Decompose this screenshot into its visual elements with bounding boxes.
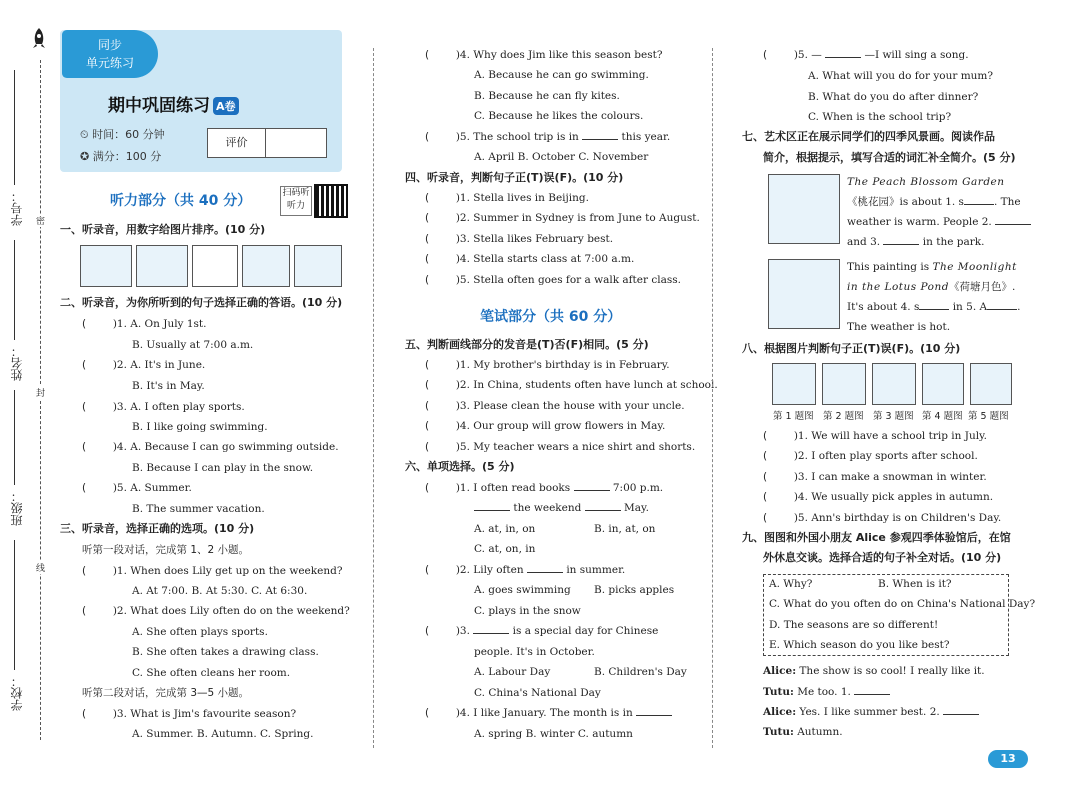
s6-q5-text: )5. — xyxy=(793,49,822,61)
sync-badge xyxy=(62,30,158,78)
answer-bracket[interactable]: ( xyxy=(425,482,456,494)
answer-blank[interactable] xyxy=(883,235,919,245)
p2-line4: The weather is hot. xyxy=(847,321,951,333)
score-text: 满分：100 分 xyxy=(92,150,162,163)
s9-d3-text: Yes. I like summer best. 2. xyxy=(799,706,940,718)
s9-d1-text: The show is so cool! I really like it. xyxy=(799,665,985,677)
column-divider-2 xyxy=(712,48,713,748)
moonlight-painting xyxy=(768,259,840,329)
p1-line3 xyxy=(847,235,985,249)
s3-q2-text: )2. What does Lily often do on the weekend? xyxy=(112,605,350,617)
p1-title: The Peach Blossom Garden xyxy=(847,176,1005,188)
s9-dialogue-4 xyxy=(763,725,843,739)
answer-bracket[interactable]: ( xyxy=(425,233,456,245)
s8-label-2: 第 2 题图 xyxy=(823,411,864,422)
s8-picture-1 xyxy=(772,363,816,405)
peach-garden-painting xyxy=(768,174,840,244)
p2-line1 xyxy=(847,260,1017,274)
s3-q2-a: A. She often plays sports. xyxy=(132,626,268,638)
s5-q4 xyxy=(425,419,665,433)
qr-code-icon[interactable] xyxy=(314,184,348,218)
answer-bracket[interactable]: ( xyxy=(425,49,456,61)
s3-title: 三、听录音，选择正确的选项。(10 分) xyxy=(60,522,255,535)
s9-opt-e: E. Which season do you like best? xyxy=(769,639,950,651)
s4-q4 xyxy=(425,252,634,266)
s6-q1-line2 xyxy=(474,501,649,515)
s3-q4-b: B. Because he can fly kites. xyxy=(474,90,620,102)
cut-line xyxy=(40,60,41,740)
s2-q3-text: )3. A. I often play sports. xyxy=(112,401,245,413)
answer-blank[interactable] xyxy=(582,130,618,140)
page-title xyxy=(108,91,239,116)
s3-q5-text-end: this year. xyxy=(621,131,671,143)
s6-q3-opt-a: A. Labour Day xyxy=(474,666,551,678)
s5-q5 xyxy=(425,440,695,454)
answer-bracket[interactable]: ( xyxy=(763,430,794,442)
p1-line2-text: weather is warm. People 2. xyxy=(847,216,992,228)
p1-line1-end: . The xyxy=(993,196,1021,208)
s8-picture-5 xyxy=(970,363,1012,405)
answer-bracket[interactable]: ( xyxy=(82,708,113,720)
answer-bracket[interactable]: ( xyxy=(763,450,794,462)
p1-line1 xyxy=(847,195,1021,209)
page-number: 13 xyxy=(988,750,1028,768)
school-label: 学校： xyxy=(10,675,24,711)
s1-picture-3-calendar xyxy=(192,245,238,287)
answer-bracket[interactable]: ( xyxy=(82,565,113,577)
answer-blank[interactable] xyxy=(854,685,890,695)
s9-d2-text: Me too. 1. xyxy=(797,686,851,698)
s4-q5-text: )5. Stella often goes for a walk after class. xyxy=(455,274,681,286)
p2-title-1: The Moonlight xyxy=(932,261,1017,273)
answer-bracket[interactable]: ( xyxy=(82,359,113,371)
answer-bracket[interactable]: ( xyxy=(82,401,113,413)
answer-bracket[interactable]: ( xyxy=(425,441,456,453)
answer-bracket[interactable]: ( xyxy=(425,212,456,224)
speaker-alice: Alice: xyxy=(763,665,797,677)
rocket-icon xyxy=(32,28,46,50)
p2-line2 xyxy=(847,280,1015,294)
s1-picture-2 xyxy=(136,245,188,287)
s2-q1-text: )1. A. On July 1st. xyxy=(112,318,207,330)
s6-q1-text-4: May. xyxy=(624,502,649,514)
s3-q1-text: )1. When does Lily get up on the weekend? xyxy=(112,565,343,577)
s6-q1-text-2: 7:00 p.m. xyxy=(612,482,664,494)
s6-q5-opt-a: A. What will you do for your mum? xyxy=(808,70,994,82)
s8-picture-3 xyxy=(872,363,916,405)
s3-q1-options: A. At 7:00. B. At 5:30. C. At 6:30. xyxy=(132,585,308,597)
answer-bracket[interactable]: ( xyxy=(425,359,456,371)
s1-picture-5 xyxy=(294,245,342,287)
s2-q2-text: )2. A. It's in June. xyxy=(112,359,206,371)
s3-para2: 听第二段对话，完成第 3—5 小题。 xyxy=(82,687,250,699)
listening-heading: 听力部分（共 40 分） xyxy=(110,193,252,209)
s7-title-2: 简介，根据提示，填写合适的词汇补全简介。(5 分) xyxy=(763,151,1016,164)
s6-q1 xyxy=(425,481,663,495)
answer-bracket[interactable]: ( xyxy=(425,564,456,576)
s6-q5-opt-b: B. What do you do after dinner? xyxy=(808,91,979,103)
name-label: 姓名： xyxy=(10,345,24,381)
s6-q2-text: )2. Lily often xyxy=(455,564,524,576)
s5-q3-text: )3. Please clean the house with your uncle. xyxy=(455,400,685,412)
s4-q3 xyxy=(425,232,613,246)
answer-blank[interactable] xyxy=(474,501,510,511)
answer-bracket[interactable]: ( xyxy=(763,471,794,483)
name-line[interactable] xyxy=(14,240,15,340)
s8-title: 八、根据图片判断句子正(T)误(F)。(10 分) xyxy=(742,342,961,355)
time-info xyxy=(80,126,165,142)
s5-q1 xyxy=(425,358,670,372)
s7-title-1: 七、艺术区正在展示同学们的四季风景画。阅读作品 xyxy=(742,130,995,143)
binding-strip xyxy=(0,0,56,793)
s2-q5-text: )5. A. Summer. xyxy=(112,482,192,494)
p2-title-2: in the Lotus Pond xyxy=(847,281,949,293)
answer-blank[interactable] xyxy=(825,48,861,58)
p2-line3: It's about 4. s in 5. A . xyxy=(847,301,1021,313)
s9-dialogue-2 xyxy=(763,685,890,699)
scan-label: 扫码听听力 xyxy=(280,186,312,216)
s2-q2-b: B. It's in May. xyxy=(132,380,205,392)
s3-q4-a: A. Because he can go swimming. xyxy=(474,69,649,81)
s2-q5-b: B. The summer vacation. xyxy=(132,503,265,515)
answer-bracket[interactable]: ( xyxy=(425,192,456,204)
p1-line2 xyxy=(847,215,1031,229)
s8-q4 xyxy=(763,490,993,504)
s6-q2-opt-b: B. picks apples xyxy=(594,584,675,596)
speaker-tutu: Tutu: xyxy=(763,726,794,738)
s4-q2 xyxy=(425,211,700,225)
s3-q3-options: A. Summer. B. Autumn. C. Spring. xyxy=(132,728,314,740)
answer-bracket[interactable]: ( xyxy=(763,491,794,503)
s8-q5 xyxy=(763,511,1001,525)
s6-q2-text-2: in summer. xyxy=(566,564,626,576)
answer-blank[interactable] xyxy=(995,215,1031,225)
s3-q4-c: C. Because he likes the colours. xyxy=(474,110,644,122)
s5-q4-text: )4. Our group will grow flowers in May. xyxy=(455,420,666,432)
s6-q1-text-3: the weekend xyxy=(513,502,582,514)
s2-q1 xyxy=(82,317,206,331)
speaker-tutu: Tutu: xyxy=(763,686,794,698)
s5-q3 xyxy=(425,399,685,413)
title-text: 期中巩固练习 xyxy=(108,96,210,116)
s2-q2 xyxy=(82,358,205,372)
s8-picture-2 xyxy=(822,363,866,405)
s2-title: 二、听录音，为你所听到的句子选择正确的答语。(10 分) xyxy=(60,296,343,309)
s9-opt-a: A. Why? xyxy=(769,578,813,590)
s9-title-1: 九、图图和外国小朋友 Alice 参观四季体验馆后，在馆 xyxy=(742,531,1011,544)
s3-q4 xyxy=(425,48,662,62)
answer-bracket[interactable]: ( xyxy=(425,400,456,412)
s6-q3-opt-c: C. China's National Day xyxy=(474,687,601,699)
answer-blank[interactable] xyxy=(574,481,610,491)
s6-q1-opt-c: C. at, on, in xyxy=(474,543,536,555)
clock-icon: ⏲ xyxy=(80,128,93,141)
s9-opt-b: B. When is it? xyxy=(878,578,952,590)
s6-q2 xyxy=(425,563,625,577)
answer-bracket[interactable]: ( xyxy=(763,49,794,61)
s3-q2 xyxy=(82,604,350,618)
answer-blank[interactable] xyxy=(527,563,563,573)
answer-bracket[interactable]: ( xyxy=(82,318,113,330)
answer-bracket[interactable]: ( xyxy=(425,253,456,265)
column-divider-1 xyxy=(373,48,374,748)
answer-bracket[interactable]: ( xyxy=(425,274,456,286)
s2-q1-b: B. Usually at 7:00 a.m. xyxy=(132,339,254,351)
cut-mark-1: 密 xyxy=(36,214,45,227)
eval-label: 评价 xyxy=(208,129,266,157)
s5-title: 五、判断画线部分的发音是(T)否(F)相同。(5 分) xyxy=(405,338,649,351)
s4-q5 xyxy=(425,273,681,287)
s6-q3-line2: people. It's in October. xyxy=(474,646,595,658)
s6-q4-text: )4. I like January. The month is in xyxy=(455,707,633,719)
s6-q3-text-2: is a special day for Chinese xyxy=(512,625,659,637)
s6-q5-opt-c: C. When is the school trip? xyxy=(808,111,952,123)
cut-mark-3: 线 xyxy=(36,561,45,574)
s5-q5-text: )5. My teacher wears a nice shirt and shorts. xyxy=(455,441,696,453)
p2-line3-text: It's about 4. s xyxy=(847,301,920,313)
cut-mark-2: 封 xyxy=(36,386,45,399)
s3-q3-text: )3. What is Jim's favourite season? xyxy=(112,708,297,720)
s6-q3 xyxy=(425,624,658,638)
s2-q4-text: )4. A. Because I can go swimming outside. xyxy=(112,441,339,453)
student-id-label: 学号： xyxy=(10,190,24,226)
s5-q2-text: )2. In China, students often have lunch at school. xyxy=(455,379,718,391)
s8-picture-4 xyxy=(922,363,964,405)
s4-q2-text: )2. Summer in Sydney is from June to August. xyxy=(455,212,700,224)
s6-q4 xyxy=(425,706,672,720)
s6-q4-options: A. spring B. winter C. autumn xyxy=(474,728,633,740)
eval-box[interactable] xyxy=(207,128,327,158)
s8-q1-text: )1. We will have a school trip in July. xyxy=(793,430,987,442)
s5-q2 xyxy=(425,378,718,392)
class-label: 班级： xyxy=(10,490,24,526)
s6-q3-opt-b: B. Children's Day xyxy=(594,666,687,678)
answer-bracket[interactable]: ( xyxy=(425,420,456,432)
s8-label-5: 第 5 题图 xyxy=(968,411,1009,422)
s1-picture-4 xyxy=(242,245,290,287)
s2-q3 xyxy=(82,400,245,414)
s8-q5-text: )5. Ann's birthday is on Children's Day. xyxy=(793,512,1002,524)
s4-q1 xyxy=(425,191,589,205)
answer-bracket[interactable]: ( xyxy=(82,605,113,617)
answer-blank[interactable] xyxy=(964,195,994,205)
answer-bracket[interactable]: ( xyxy=(82,441,113,453)
s8-label-3: 第 3 题图 xyxy=(873,411,914,422)
s4-title: 四、听录音，判断句子正(T)误(F)。(10 分) xyxy=(405,171,624,184)
answer-bracket[interactable]: ( xyxy=(425,131,456,143)
s2-q3-b: B. I like going swimming. xyxy=(132,421,268,433)
p1-line3-end: in the park. xyxy=(922,236,985,248)
s9-dialogue-3 xyxy=(763,705,979,719)
answer-blank[interactable] xyxy=(585,501,621,511)
answer-blank[interactable] xyxy=(919,300,949,310)
s1-title: 一、听录音，用数字给图片排序。(10 分) xyxy=(60,223,266,236)
s3-q2-b: B. She often takes a drawing class. xyxy=(132,646,319,658)
answer-bracket[interactable]: ( xyxy=(425,379,456,391)
s6-q1-opt-b: B. in, at, on xyxy=(594,523,656,535)
answer-blank[interactable] xyxy=(636,706,672,716)
s9-d4-text: Autumn. xyxy=(797,726,843,738)
class-line[interactable] xyxy=(14,390,15,485)
answer-bracket[interactable]: ( xyxy=(425,707,456,719)
time-text: 时间：60 分钟 xyxy=(92,128,165,141)
s6-q1-opt-a: A. at, in, on xyxy=(474,523,536,535)
s3-q5-text: )5. The school trip is in xyxy=(455,131,579,143)
s3-q3 xyxy=(82,707,296,721)
badge-line-1: 同步 xyxy=(97,38,122,52)
s6-title: 六、单项选择。(5 分) xyxy=(405,460,515,473)
answer-blank[interactable] xyxy=(473,624,509,634)
s6-q5 xyxy=(763,48,969,62)
s9-title-2: 外休息交谈。选择合适的句子补全对话。(10 分) xyxy=(763,551,1002,564)
answer-bracket[interactable]: ( xyxy=(82,482,113,494)
student-id-line[interactable] xyxy=(14,70,15,185)
s6-q2-opt-a: A. goes swimming xyxy=(474,584,571,596)
written-heading: 笔试部分（共 60 分） xyxy=(480,309,622,325)
s6-q3-text: )3. xyxy=(455,625,470,637)
s8-q1 xyxy=(763,429,987,443)
s9-opt-d: D. The seasons are so different! xyxy=(769,619,939,631)
s4-q3-text: )3. Stella likes February best. xyxy=(455,233,614,245)
p1-line1-text: 《桃花园》is about 1. s xyxy=(847,196,964,208)
answer-bracket[interactable]: ( xyxy=(425,625,456,637)
p1-line3-text: and 3. xyxy=(847,236,881,248)
s9-dialogue-1 xyxy=(763,664,985,678)
s3-q2-c: C. She often cleans her room. xyxy=(132,667,291,679)
s8-q2-text: )2. I often play sports after school. xyxy=(793,450,978,462)
s9-opt-c: C. What do you often do on China's National Day? xyxy=(769,598,1036,610)
s8-q4-text: )4. We usually pick apples in autumn. xyxy=(793,491,994,503)
s4-q1-text: )1. Stella lives in Beijing. xyxy=(455,192,589,204)
s8-q3 xyxy=(763,470,987,484)
s8-q2 xyxy=(763,449,978,463)
p2-cn-title: 《荷塘月色》. xyxy=(948,281,1016,293)
s2-q4-b: B. Because I can play in the snow. xyxy=(132,462,314,474)
s8-label-4: 第 4 题图 xyxy=(922,411,963,422)
answer-bracket[interactable]: ( xyxy=(763,512,794,524)
s2-q5 xyxy=(82,481,192,495)
s4-q4-text: )4. Stella starts class at 7:00 a.m. xyxy=(455,253,635,265)
school-line[interactable] xyxy=(14,540,15,670)
s6-q2-opt-c: C. plays in the snow xyxy=(474,605,581,617)
speaker-alice: Alice: xyxy=(763,706,797,718)
a-badge: A卷 xyxy=(213,97,239,115)
s6-q1-text: )1. I often read books xyxy=(455,482,571,494)
answer-blank[interactable] xyxy=(987,300,1017,310)
s3-para1: 听第一段对话，完成第 1、2 小题。 xyxy=(82,544,250,556)
s6-q5-text-2: —I will sing a song. xyxy=(864,49,969,61)
s3-q5 xyxy=(425,130,670,144)
s5-q1-text: )1. My brother's birthday is in February. xyxy=(455,359,670,371)
answer-blank[interactable] xyxy=(943,705,979,715)
s3-q4-text: )4. Why does Jim like this season best? xyxy=(455,49,663,61)
s2-q4 xyxy=(82,440,339,454)
p2-line1-text: This painting is xyxy=(847,261,930,273)
s3-q5-options: A. April B. October C. November xyxy=(474,151,649,163)
medal-icon: ✪ xyxy=(80,150,93,163)
s1-picture-1 xyxy=(80,245,132,287)
s8-label-1: 第 1 题图 xyxy=(773,411,814,422)
badge-line-2: 单元练习 xyxy=(85,56,134,70)
s8-q3-text: )3. I can make a snowman in winter. xyxy=(793,471,987,483)
score-info xyxy=(80,148,161,164)
p2-line3-mid: in 5. A xyxy=(952,301,988,313)
s3-q1 xyxy=(82,564,342,578)
